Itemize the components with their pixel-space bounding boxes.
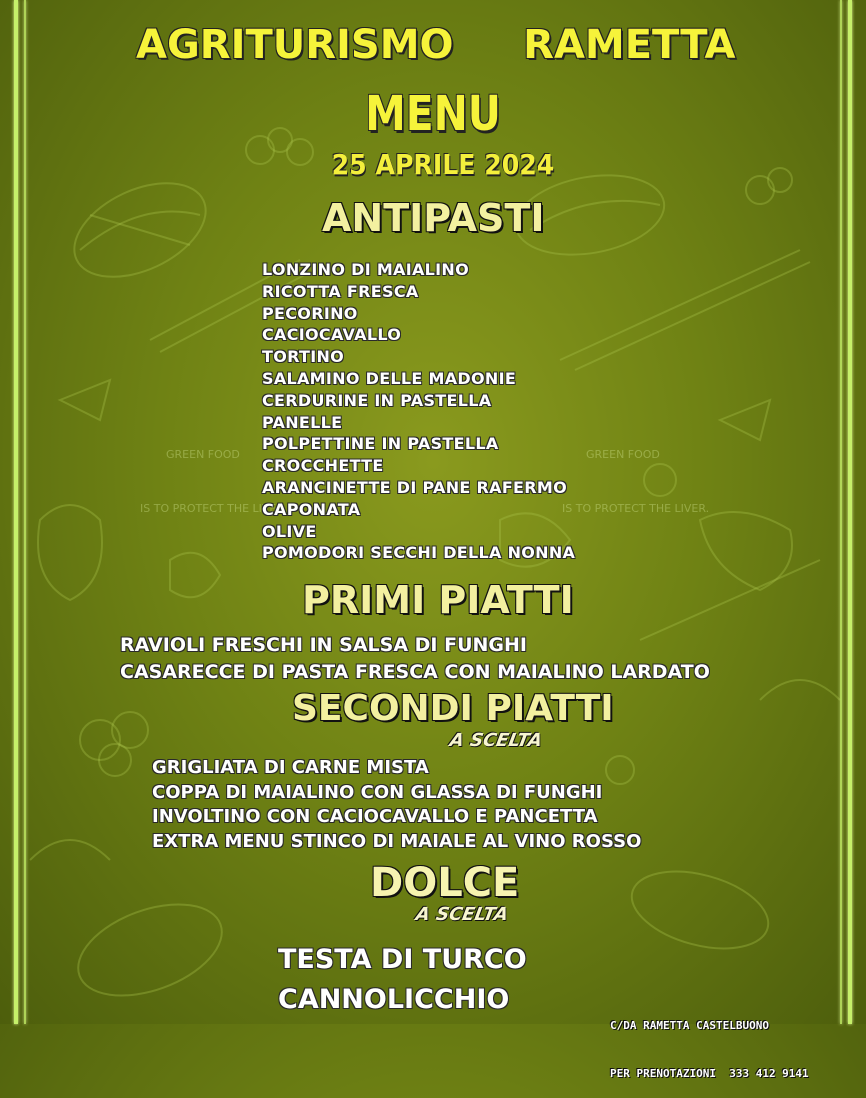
list-item: TORTINO	[262, 347, 345, 367]
watermark-right	[562, 410, 709, 536]
watermark-line2: IS TO PROTECT THE LIVER.	[562, 502, 710, 515]
list-item: CAPONATA	[262, 499, 361, 519]
secondi-list	[152, 756, 641, 854]
list-item: PECORINO	[262, 303, 358, 323]
list-item: CACIOCAVALLO	[262, 325, 402, 345]
footer-contact	[610, 986, 809, 1098]
list-item: CERDURINE IN PASTELLA	[262, 390, 492, 410]
section-title-primi: PRIMI PIATTI	[302, 578, 574, 622]
dolce-list	[278, 940, 527, 1020]
dolce-choice-note: A SCELTA	[414, 904, 510, 925]
list-item: COPPA DI MAIALINO CON GLASSA DI FUNGHI	[152, 781, 603, 803]
menu-date: 25 APRILE 2024	[331, 148, 555, 181]
watermark-line2: IS TO PROTECT THE LIVER.	[140, 502, 288, 515]
list-item: SALAMINO DELLE MADONIE	[262, 368, 517, 388]
list-item: TESTA DI TURCO	[278, 944, 527, 975]
list-item: CANNOLICCHIO	[278, 984, 510, 1015]
section-title-dolce: DOLCE	[370, 860, 520, 906]
antipasti-list	[262, 259, 575, 564]
list-item: RICOTTA FRESCA	[262, 281, 419, 301]
section-title-antipasti: ANTIPASTI	[322, 196, 545, 240]
list-item: GRIGLIATA DI CARNE MISTA	[152, 757, 429, 778]
list-item: LONZINO DI MAIALINO	[262, 260, 470, 279]
list-item: PANELLE	[262, 412, 343, 432]
primi-list	[120, 632, 710, 686]
secondi-choice-note: A SCELTA	[448, 730, 544, 751]
list-item: EXTRA MENU STINCO DI MAIALE AL VINO ROSSO	[152, 830, 642, 852]
list-item: CASARECCE DI PASTA FRESCA CON MAIALINO LARDATO	[120, 661, 710, 683]
list-item: ARANCINETTE DI PANE RAFERMO	[262, 477, 568, 497]
list-item: INVOLTINO CON CACIOCAVALLO E PANCETTA	[152, 806, 598, 827]
list-item: OLIVE	[262, 521, 317, 541]
footer-booking: PER PRENOTAZIONI 333 412 9141	[610, 1067, 809, 1080]
list-item: CROCCHETTE	[262, 456, 384, 476]
list-item: POMODORI SECCHI DELLA NONNA	[262, 543, 576, 563]
restaurant-title: AGRITURISMO RAMETTA	[136, 22, 736, 68]
list-item: POLPETTINE IN PASTELLA	[262, 434, 499, 454]
footer-address: C/DA RAMETTA CASTELBUONO	[610, 1019, 769, 1032]
section-title-secondi: SECONDI PIATTI	[292, 688, 614, 729]
list-item: RAVIOLI FRESCHI IN SALSA DI FUNGHI	[120, 634, 527, 656]
watermark-line1: GREEN FOOD	[166, 448, 240, 461]
menu-heading: MENU	[365, 86, 501, 142]
watermark-line1: GREEN FOOD	[586, 448, 660, 461]
